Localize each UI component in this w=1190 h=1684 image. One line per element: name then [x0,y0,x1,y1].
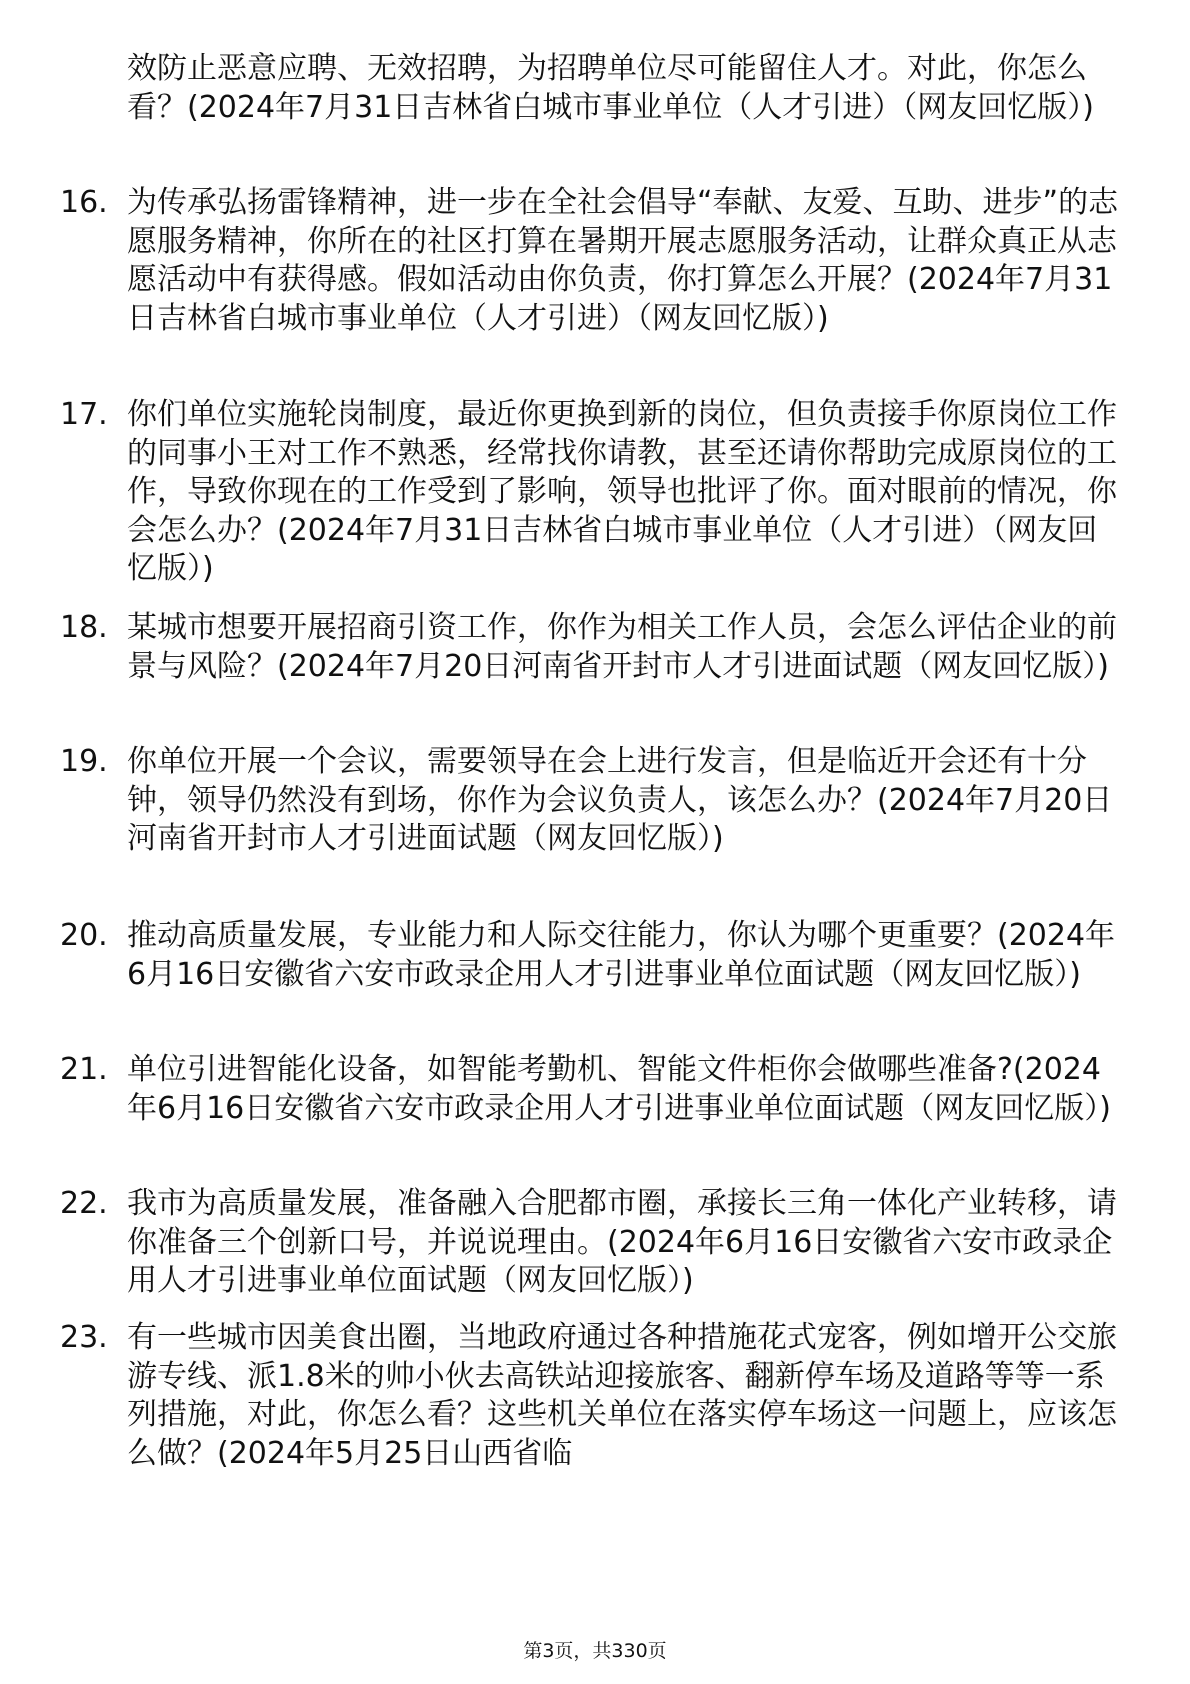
question-number: 23. [60,1320,108,1355]
question-number: 21. [60,1052,108,1087]
question-text: 推动高质量发展，专业能力和人际交往能力，你认为哪个更重要？(2024年6月16日安徽省六安市政录企用人才引进事业单位面试题（网友回忆版）) [127,918,1116,992]
question-text: 为传承弘扬雷锋精神，进一步在全社会倡导“奉献、友爱、互助、进步”的志愿服务精神，你所在的社区打算在暑期开展志愿服务活动，让群众真正从志愿活动中有获得感。假如活动由你负责，你打算怎么开展？(2024年7月31日吉林省白城市事业单位（人才引进）（网友回忆版）) [127,185,1119,336]
question-text: 单位引进智能化设备，如智能考勤机、智能文件柜你会做哪些准备?(2024年6月16日安徽省六安市政录企用人才引进事业单位面试题（网友回忆版）) [127,1052,1111,1126]
page-footer: 第3页，共330页 [523,1640,667,1662]
question-number: 18. [60,610,108,645]
question-number: 17. [60,397,108,432]
question-text: 有一些城市因美食出圈，当地政府通过各种措施花式宠客，例如增开公交旅游专线、派1.8米的帅小伙去高铁站迎接旅客、翻新停车场及道路等等一系列措施，对此，你怎么看？这些机关单位在落实停车场这一问题上，应该怎么做？(2024年5月25日山西省临 [127,1320,1117,1471]
question-number: 19. [60,744,108,779]
question-number: 22. [60,1186,108,1221]
continued-paragraph: 效防止恶意应聘、无效招聘，为招聘单位尽可能留住人才。对此，你怎么看？(2024年7月31日吉林省白城市事业单位（人才引进）（网友回忆版）) [127,51,1095,125]
question-number: 20. [60,918,108,953]
question-text: 我市为高质量发展，准备融入合肥都市圈，承接长三角一体化产业转移，请你准备三个创新口号，并说说理由。(2024年6月16日安徽省六安市政录企用人才引进事业单位面试题（网友回忆版）) [127,1186,1117,1298]
question-number: 16. [60,185,108,220]
question-text: 某城市想要开展招商引资工作，你作为相关工作人员，会怎么评估企业的前景与风险？(2024年7月20日河南省开封市人才引进面试题（网友回忆版）) [127,610,1117,684]
question-text: 你单位开展一个会议，需要领导在会上进行发言，但是临近开会还有十分钟，领导仍然没有到场，你作为会议负责人，该怎么办？(2024年7月20日河南省开封市人才引进面试题（网友回忆版）) [127,744,1113,856]
question-text: 你们单位实施轮岗制度，最近你更换到新的岗位，但负责接手你原岗位工作的同事小王对工作不熟悉，经常找你请教，甚至还请你帮助完成原岗位的工作，导致你现在的工作受到了影响，领导也批评了你。面对眼前的情况，你会怎么办？(2024年7月31日吉林省白城市事业单位（人才引进）（网友回忆版）) [127,397,1117,586]
